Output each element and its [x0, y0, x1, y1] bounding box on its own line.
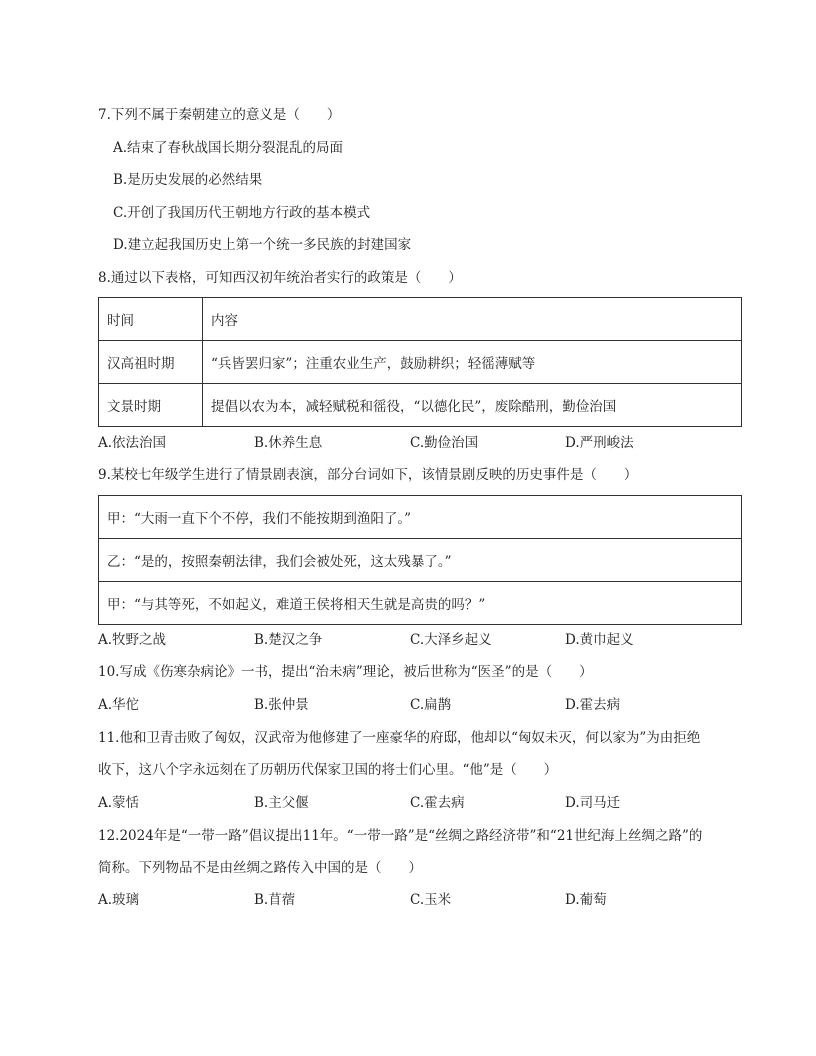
table-cell-content: “兵皆罢归家”；注重农业生产，鼓励耕织；轻徭薄赋等: [203, 341, 742, 384]
question-10-option-a: A.华佗: [98, 697, 140, 713]
question-12-stem-line-1: 12.2024年是“一带一路”倡议提出11年。“一带一路”是“丝绸之路经济带”和“21世纪海上丝绸之路”的: [98, 828, 703, 844]
question-8-option-c: C.勤俭治国: [410, 435, 479, 451]
question-9-option-a: A.牧野之战: [98, 632, 167, 648]
question-9-option-c: C.大泽乡起义: [410, 632, 492, 648]
table-cell-period: 文景时期: [99, 384, 203, 427]
question-7-option-a: A.结束了春秋战国长期分裂混乱的局面: [113, 140, 344, 156]
question-10-option-d: D.霍去病: [565, 697, 621, 713]
table-header-row: [99, 298, 742, 341]
question-7-option-b: B.是历史发展的必然结果: [113, 172, 263, 188]
table-header-content: 内容: [203, 298, 742, 341]
question-8-option-d: D.严刑峻法: [565, 435, 634, 451]
question-11-stem-line-1: 11.他和卫青击败了匈奴，汉武帝为他修建了一座豪华的府邸，他却以“匈奴未灭，何以家为”为由拒绝: [98, 730, 701, 746]
question-8-option-b: B.休养生息: [254, 435, 323, 451]
question-9-option-d: D.黄巾起义: [565, 632, 634, 648]
question-11-option-a: A.蒙恬: [98, 795, 140, 811]
question-12-options: [98, 888, 748, 908]
dialogue-row: [99, 496, 742, 539]
dialogue-line: 乙：“是的，按照秦朝法律，我们会被处死，这太残暴了。”: [99, 539, 742, 582]
question-10-option-c: C.扁鹊: [410, 697, 452, 713]
question-10-stem: 10.写成《伤寒杂病论》一书，提出“治未病”理论，被后世称为“医圣”的是（ ）: [98, 664, 593, 680]
question-10-options: [98, 693, 748, 713]
question-12-option-b: B.苜蓿: [254, 892, 296, 908]
question-11-options: [98, 791, 748, 811]
dialogue-row: [99, 539, 742, 582]
table-row: [99, 384, 742, 427]
question-8-options: [98, 431, 748, 451]
question-7-option-d: D.建立起我国历史上第一个统一多民族的封建国家: [113, 237, 412, 253]
question-8-option-a: A.依法治国: [98, 435, 167, 451]
question-7-stem: 7.下列不属于秦朝建立的意义是（ ）: [98, 107, 341, 123]
table-row: [99, 341, 742, 384]
question-12-option-a: A.玻璃: [98, 892, 140, 908]
table-header-time: 时间: [99, 298, 203, 341]
question-9-option-b: B.楚汉之争: [254, 632, 323, 648]
dialogue-line: 甲：“大雨一直下个不停，我们不能按期到渔阳了。”: [99, 496, 742, 539]
policy-table: [98, 297, 742, 427]
question-11-stem-line-2: 收下，这八个字永远刻在了历朝历代保家卫国的将士们心里。“他”是（ ）: [98, 762, 558, 778]
dialogue-line: 甲：“与其等死，不如起义，难道王侯将相天生就是高贵的吗？”: [99, 582, 742, 625]
question-9-options: [98, 628, 748, 648]
table-cell-period: 汉高祖时期: [99, 341, 203, 384]
question-11-option-c: C.霍去病: [410, 795, 465, 811]
question-8-stem: 8.通过以下表格，可知西汉初年统治者实行的政策是（ ）: [98, 270, 462, 286]
question-11-option-b: B.主父偃: [254, 795, 309, 811]
question-12-option-d: D.葡萄: [565, 892, 607, 908]
table-cell-content: 提倡以农为本，减轻赋税和徭役，“以德化民”，废除酷刑，勤俭治国: [203, 384, 742, 427]
question-10-option-b: B.张仲景: [254, 697, 309, 713]
question-11-option-d: D.司马迁: [565, 795, 621, 811]
question-12-option-c: C.玉米: [410, 892, 452, 908]
question-7-option-c: C.开创了我国历代王朝地方行政的基本模式: [113, 205, 371, 221]
question-12-stem-line-2: 简称。下列物品不是由丝绸之路传入中国的是（ ）: [98, 860, 422, 876]
dialogue-row: [99, 582, 742, 625]
question-9-stem: 9.某校七年级学生进行了情景剧表演，部分台词如下，该情景剧反映的历史事件是（ ）: [98, 467, 638, 483]
dialogue-table: [98, 495, 742, 625]
